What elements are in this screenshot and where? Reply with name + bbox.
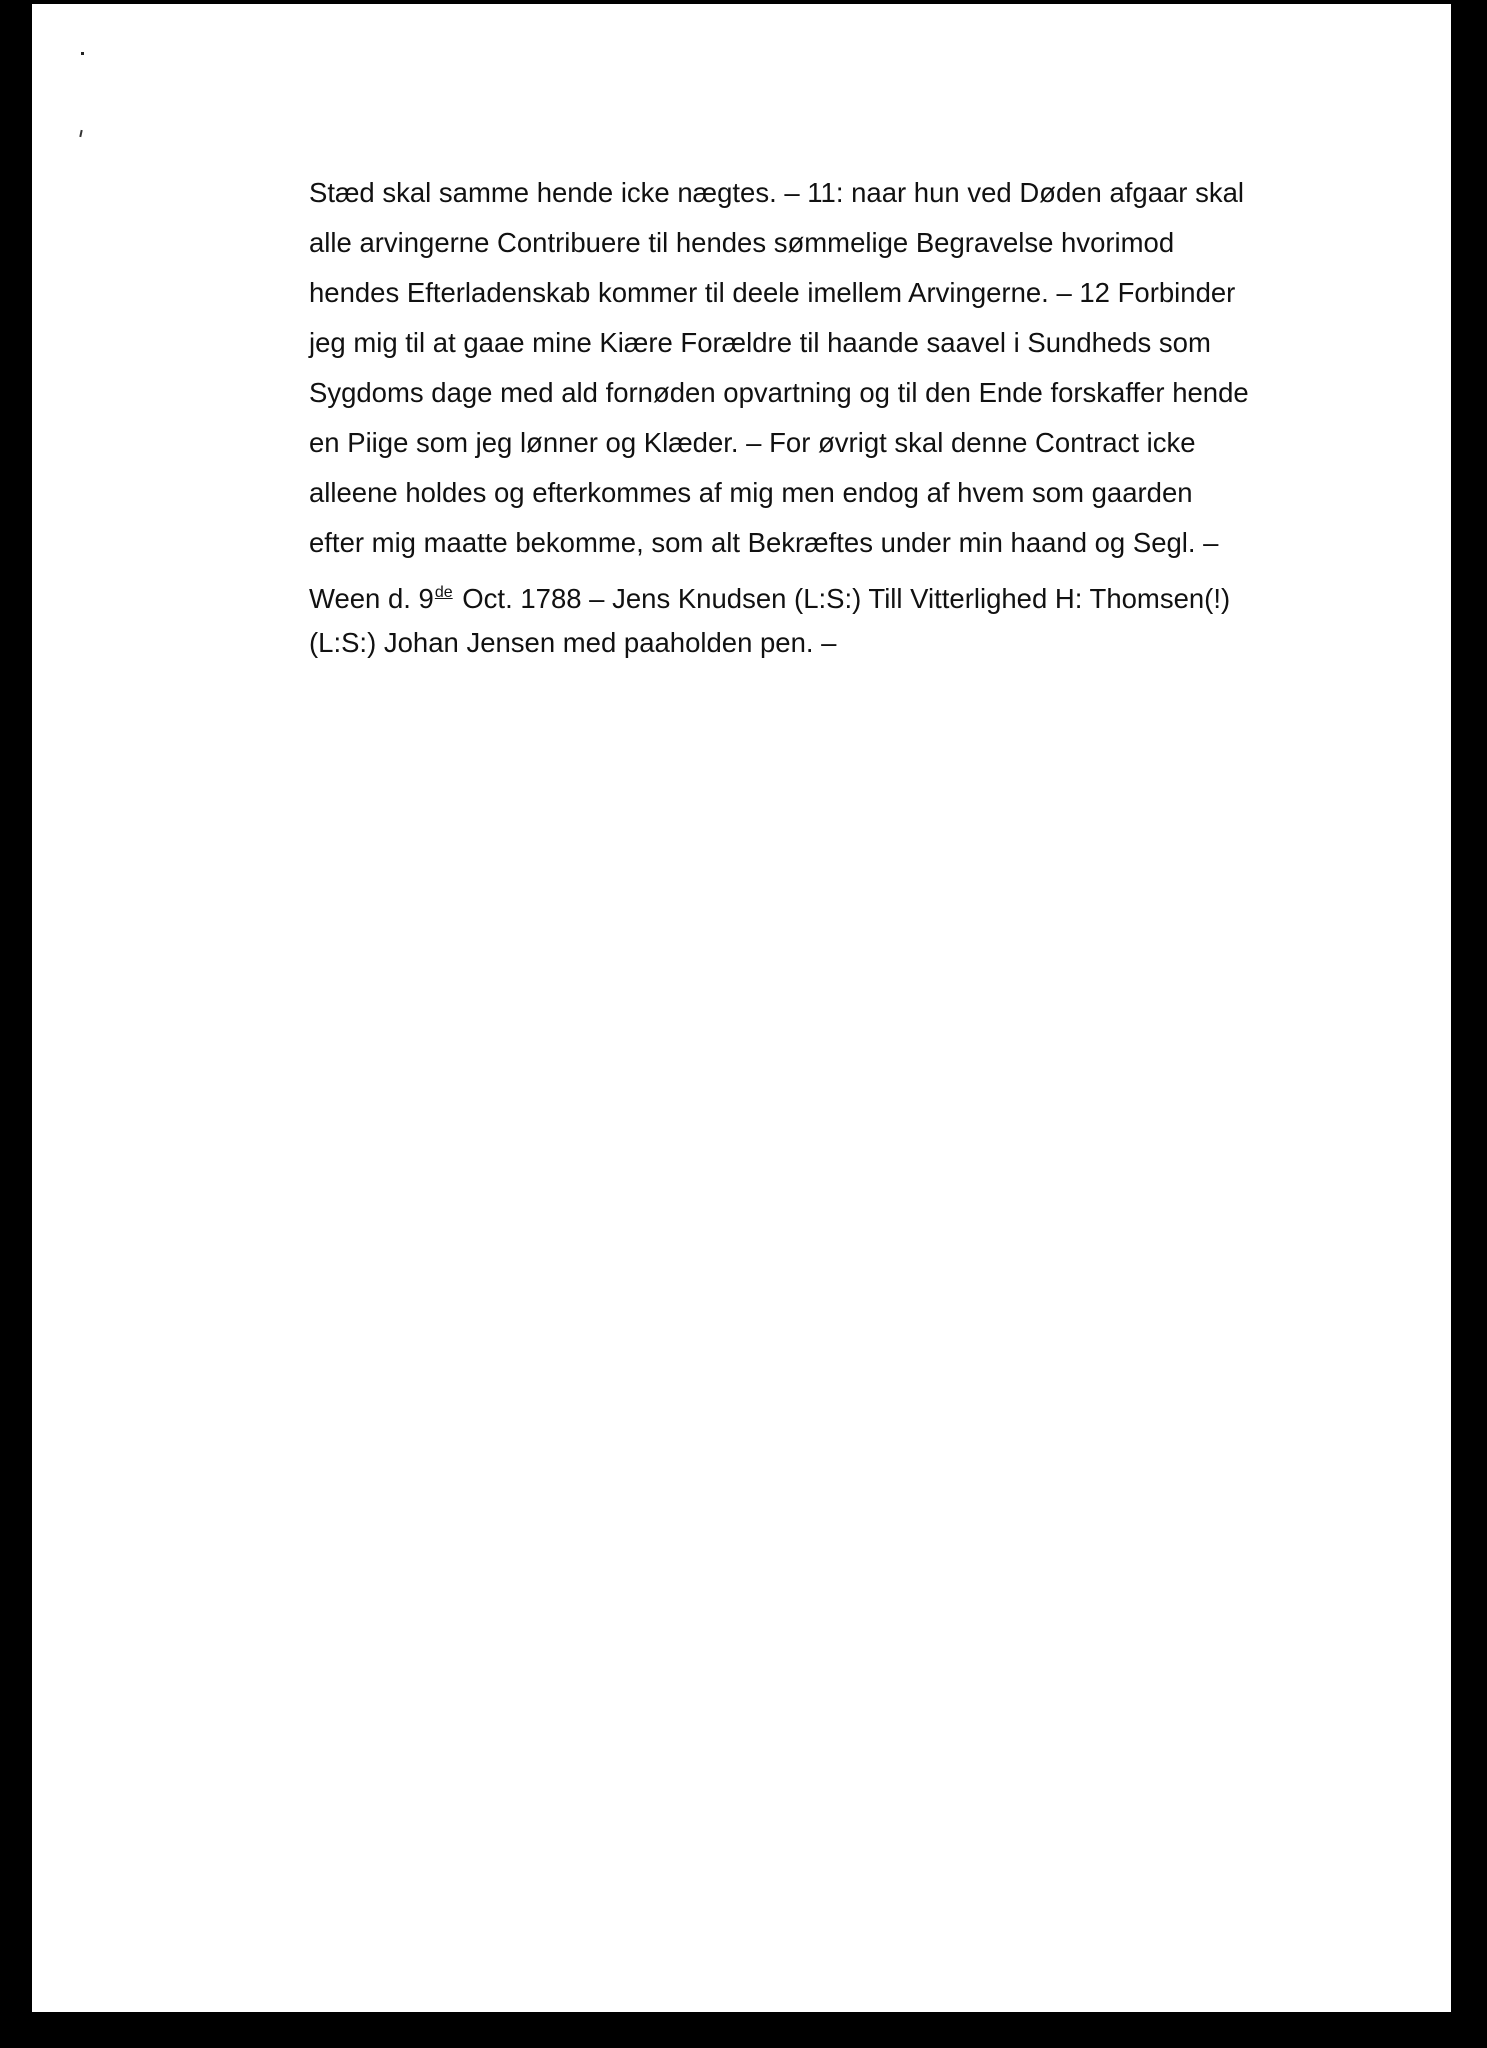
text-line: Stæd skal samme hende icke nægtes. – 11: naar hun ved Døden afgaar skal: [309, 177, 1245, 208]
text-line: Sygdoms dage med ald fornøden opvartning og til den Ende forskaffer hende: [309, 377, 1249, 408]
text-line: jeg mig til at gaae mine Kiære Forældre til haande saavel i Sundheds som: [309, 327, 1211, 358]
date-superscript: de: [434, 584, 453, 601]
date-line-end: Oct. 1788 – Jens Knudsen (L:S:) Till Vitterlighed H: Thomsen(!): [454, 583, 1231, 614]
transcription-text: [309, 168, 1359, 668]
scan-speck: [81, 52, 84, 55]
date-line: [309, 568, 1359, 618]
text-line: en Piige som jeg lønner og Klæder. – For øvrigt skal denne Contract icke: [309, 427, 1196, 458]
scan-border: [1451, 0, 1487, 2048]
date-line-start: Ween d. 9: [309, 583, 434, 614]
scan-speck: [79, 130, 82, 137]
text-line: efter mig maatte bekomme, som alt Bekræftes under min haand og Segl. –: [309, 527, 1219, 558]
text-line: (L:S:) Johan Jensen med paaholden pen. –: [309, 627, 837, 658]
text-line: hendes Efterladenskab kommer til deele imellem Arvingerne. – 12 Forbinder: [309, 277, 1236, 308]
text-line: alleene holdes og efterkommes af mig men endog af hvem som gaarden: [309, 477, 1193, 508]
document-page: [32, 4, 1451, 2012]
text-line: alle arvingerne Contribuere til hendes sømmelige Begravelse hvorimod: [309, 227, 1175, 258]
